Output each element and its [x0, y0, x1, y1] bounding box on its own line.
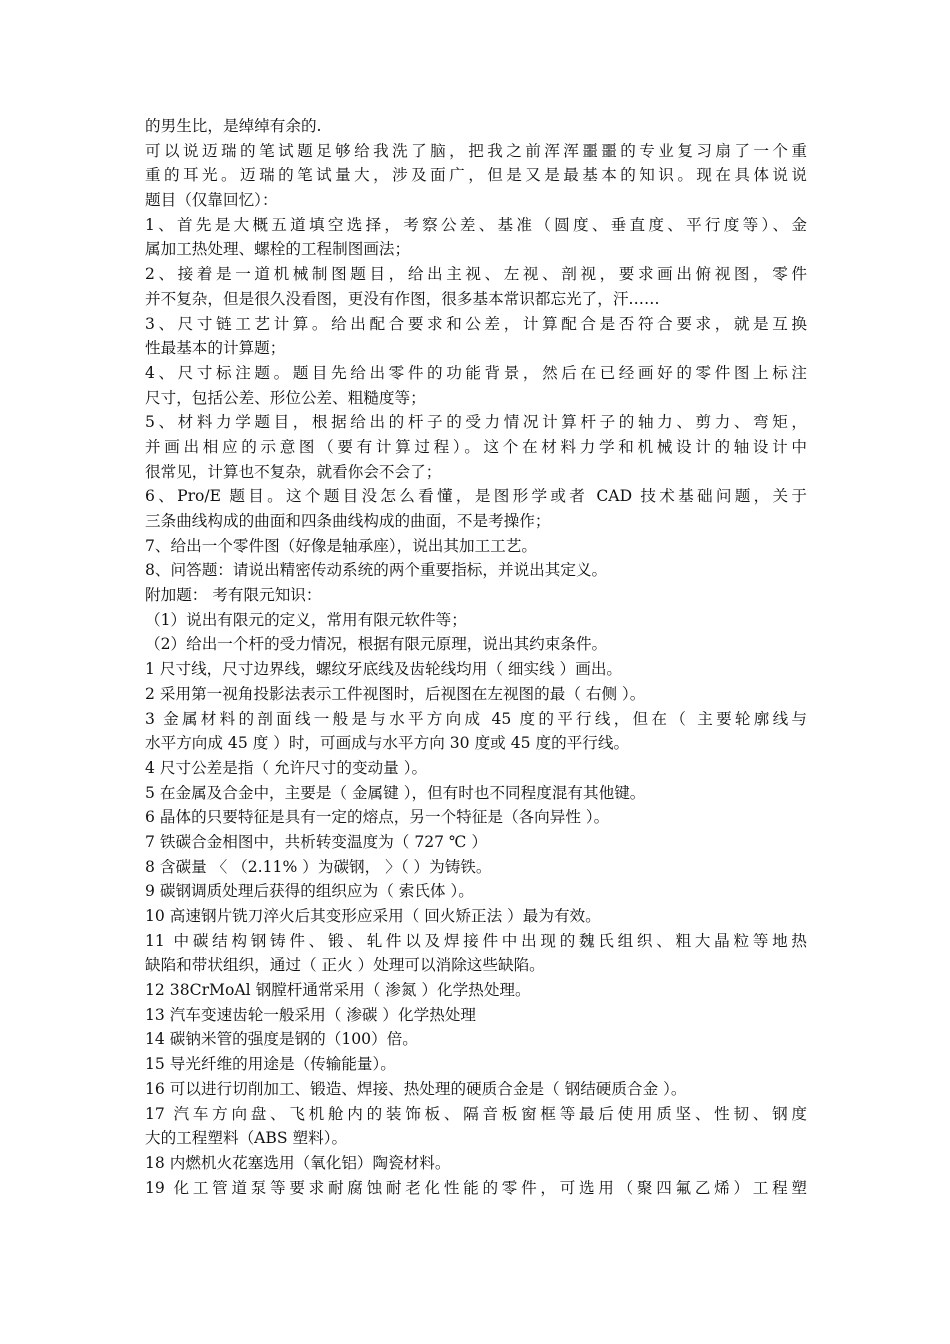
text-line: 很常见，计算也不复杂，就看你会不会了； — [145, 462, 442, 481]
text-line: 属加工热处理、螺栓的工程制图画法； — [145, 240, 411, 259]
text-line: 的男生比，是绰绰有余的. — [145, 117, 322, 135]
text-line: 12 38CrMoAl 钢膛杆通常采用（ 渗氮 ）化学热处理。 — [145, 981, 531, 1000]
text-line: 3、尺寸链工艺计算。给出配合要求和公差，计算配合是否符合要求，就是互换 — [145, 314, 807, 333]
text-line: 8、问答题：请说出精密传动系统的两个重要指标，并说出其定义。 — [145, 561, 608, 580]
text-line: 并画出相应的示意图（要有计算过程）。这个在材料力学和机械设计的轴设计中 — [145, 437, 807, 456]
text-line: 11 中碳结构钢铸件、锻、轧件以及焊接件中出现的魏氏组织、粗大晶粒等地热 — [145, 931, 807, 950]
text-line: 1 尺寸线，尺寸边界线，螺纹牙底线及齿轮线均用（ 细实线 ）画出。 — [145, 660, 623, 679]
text-line: 性最基本的计算题； — [145, 339, 286, 358]
text-line: （2）给出一个杆的受力情况，根据有限元原理，说出其约束条件。 — [145, 635, 608, 654]
text-line: 2 采用第一视角投影法表示工件视图时，后视图在左视图的最（ 右侧 ）。 — [145, 684, 646, 703]
text-line: 17 汽车方向盘、飞机舱内的装饰板、隔音板窗框等最后使用质坚、性韧、钢度 — [145, 1104, 807, 1123]
text-line: 5、材料力学题目，根据给出的杆子的受力情况计算杆子的轴力、剪力、弯矩， — [145, 413, 807, 432]
text-line: 7、给出一个零件图（好像是轴承座），说出其加工工艺。 — [145, 536, 537, 555]
text-line: 大的工程塑料（ABS 塑料）。 — [145, 1129, 348, 1148]
text-line: 水平方向成 45 度 ）时，可画成与水平方向 30 度或 45 度的平行线。 — [145, 734, 630, 753]
text-line: 6 晶体的只要特征是具有一定的熔点，另一个特征是（各向异性 ）。 — [145, 808, 610, 827]
text-line: 4、尺寸标注题。题目先给出零件的功能背景，然后在已经画好的零件图上标注 — [145, 363, 807, 382]
text-line: 尺寸，包括公差、形位公差、粗糙度等； — [145, 388, 426, 407]
text-line: 附加题： 考有限元知识： — [145, 586, 322, 605]
text-line: 15 导光纤维的用途是（传输能量）。 — [145, 1055, 396, 1074]
text-line: 10 高速钢片铣刀淬火后其变形应采用（ 回火矫正法 ）最为有效。 — [145, 907, 601, 925]
text-line: 可以说迈瑞的笔试题足够给我洗了脑，把我之前浑浑噩噩的专业复习扇了一个重 — [145, 141, 807, 160]
text-line: 重的耳光。迈瑞的笔试量大，涉及面广，但是又是最基本的知识。现在具体说说 — [145, 166, 807, 185]
text-line: 题目（仅靠回忆）： — [145, 191, 278, 210]
text-line: 8 含碳量 〈 （2.11% ）为碳钢， 〉（ ）为铸铁。 — [145, 857, 492, 876]
text-line: 4 尺寸公差是指（ 允许尺寸的变动量 ）。 — [145, 758, 428, 777]
text-line: 3 金属材料的剖面线一般是与水平方向成 45 度的平行线，但在（ 主要轮廓线与 — [145, 709, 807, 728]
text-line: 6、Pro/E 题目。这个题目没怎么看懂，是图形学或者 CAD 技术基础问题，关于 — [145, 487, 807, 506]
text-line: 1、首先是大概五道填空选择，考察公差、基准（圆度、垂直度、平行度等）、金 — [145, 215, 807, 234]
text-line: 18 内燃机火花塞选用（氧化铝）陶瓷材料。 — [145, 1153, 451, 1172]
text-line: 三条曲线构成的曲面和四条曲线构成的曲面，不是考操作； — [145, 512, 551, 530]
text-line: 5 在金属及合金中，主要是（ 金属键 ），但有时也不同程度混有其他键。 — [145, 783, 646, 802]
text-line: （1）说出有限元的定义，常用有限元软件等； — [145, 610, 467, 629]
text-line: 13 汽车变速齿轮一般采用（ 渗碳 ）化学热处理 — [145, 1005, 476, 1024]
text-line: 19 化工管道泵等要求耐腐蚀耐老化性能的零件，可选用（聚四氟乙烯）工程塑 — [145, 1178, 807, 1197]
text-line: 9 碳钢调质处理后获得的组织应为（ 索氏体 ）。 — [145, 882, 474, 901]
text-line: 缺陷和带状组织，通过（ 正火 ）处理可以消除这些缺陷。 — [145, 956, 545, 975]
text-line: 2、接着是一道机械制图题目，给出主视、左视、剖视，要求画出俯视图，零件 — [145, 265, 807, 284]
text-line: 7 铁碳合金相图中，共析转变温度为（ 727 ℃ ） — [145, 832, 488, 851]
text-line: 并不复杂，但是很久没看图，更没有作图，很多基本常识都忘光了，汗…… — [145, 289, 660, 308]
text-line: 14 碳钠米管的强度是钢的（100）倍。 — [145, 1030, 418, 1049]
document-page — [145, 114, 807, 1200]
text-line: 16 可以进行切削加工、锻造、焊接、热处理的硬质合金是（ 钢结硬质合金 ）。 — [145, 1079, 687, 1098]
